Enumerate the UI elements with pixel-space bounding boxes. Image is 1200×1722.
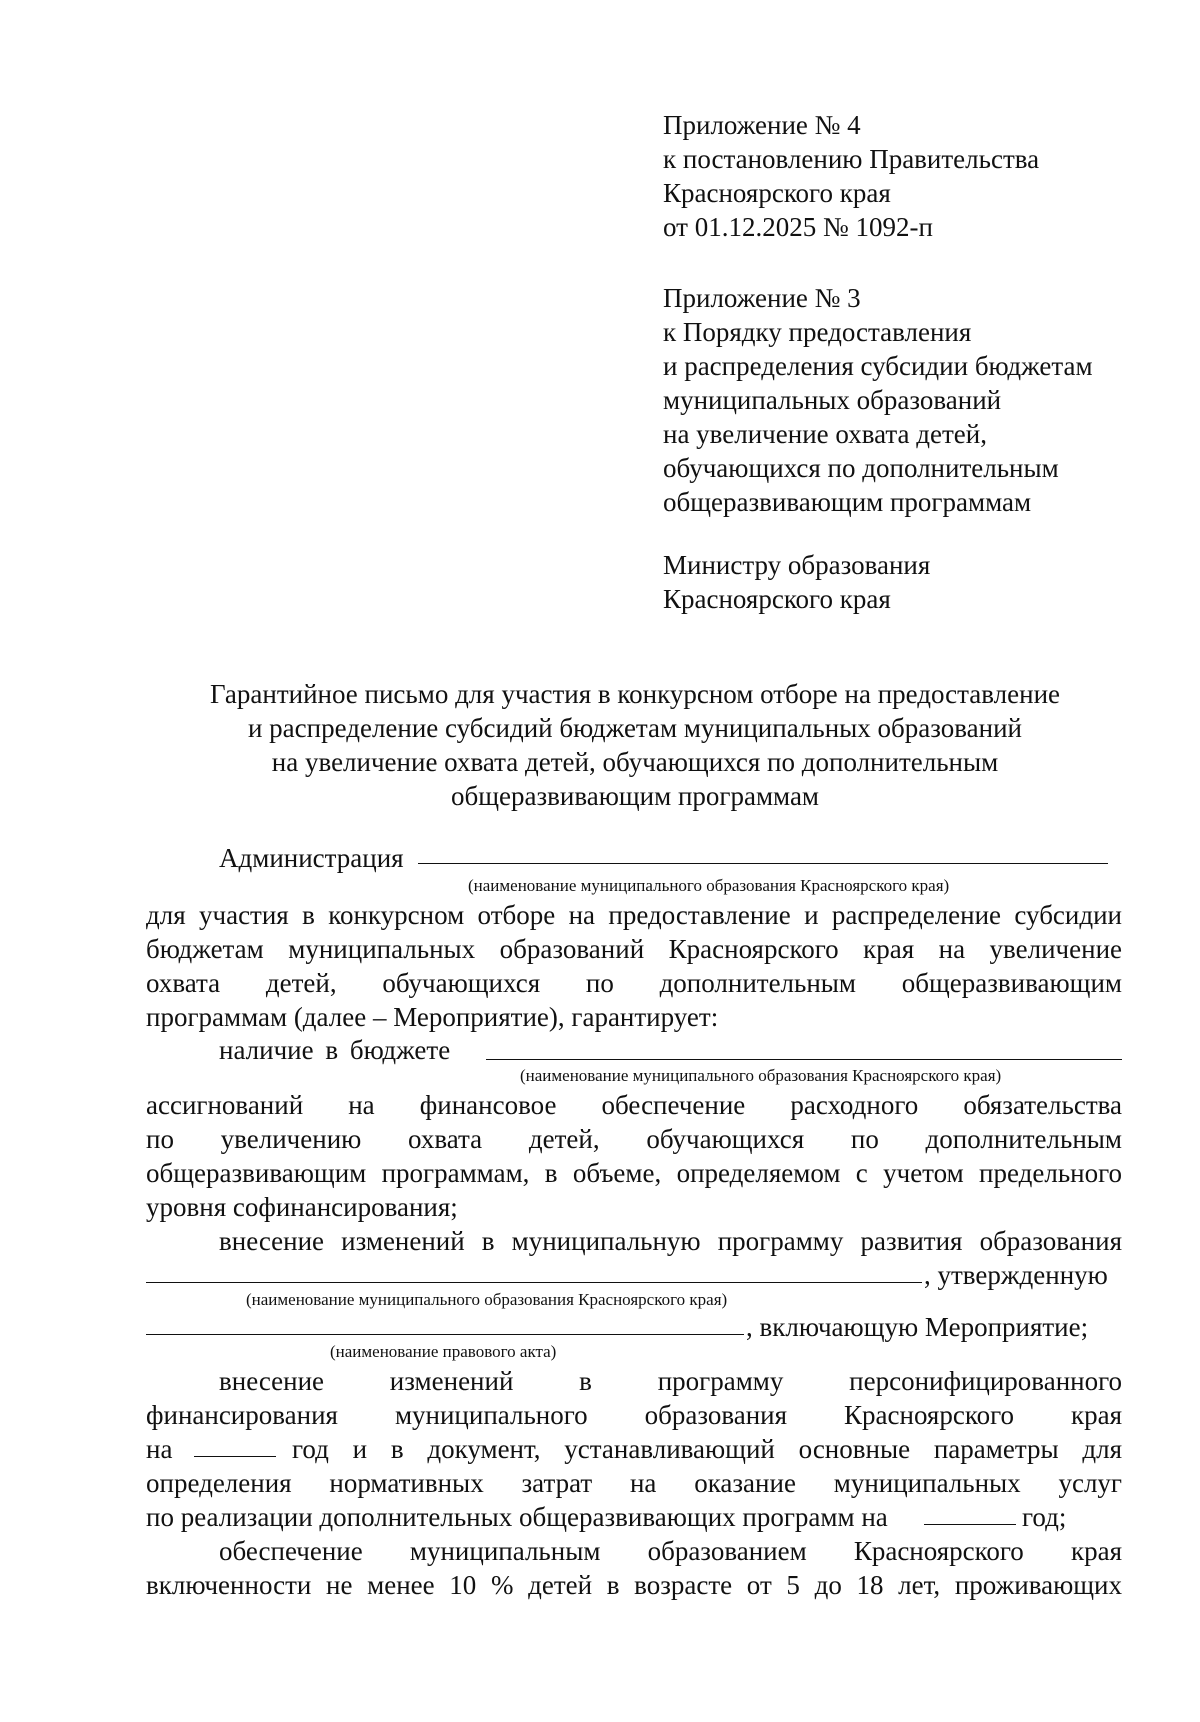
text-line: программам (далее – Мероприятие), гарантирует: <box>146 1002 719 1032</box>
appendix-3-header <box>663 281 1093 519</box>
addressee-line: Министру образования <box>663 550 931 580</box>
title-line: Гарантийное письмо для участия в конкурсном отборе на предоставление <box>209 679 1061 709</box>
text-fragment: год и в документ, устанавливающий основные параметры для <box>292 1434 1122 1464</box>
hint-municipality: (наименование муниципального образования Красноярского края) <box>246 1290 728 1309</box>
title-line: на увеличение охвата детей, обучающихся по дополнительным <box>271 747 999 777</box>
text-line: охвата детей, обучающихся по дополнительным общеразвивающим <box>146 968 1122 998</box>
addressee-line: Красноярского края <box>663 584 891 614</box>
text-fragment: на <box>146 1434 173 1464</box>
appendix-3-line: обучающихся по дополнительным <box>663 453 1059 483</box>
text-line: ассигнований на финансовое обеспечение расходного обязательства <box>146 1090 1122 1120</box>
appendix-3-line: общеразвивающим программам <box>663 487 1032 517</box>
appendix-3-line: муниципальных образований <box>663 385 1002 415</box>
text-fragment: по реализации дополнительных общеразвивающих программ на <box>146 1502 888 1532</box>
text-line: внесение изменений в муниципальную программу развития образования <box>219 1226 1122 1256</box>
hint-municipality: (наименование муниципального образования Красноярского края) <box>520 1066 1002 1085</box>
text-line: включенности не менее 10 % детей в возрасте от 5 до 18 лет, проживающих <box>146 1570 1122 1600</box>
text-line-year <box>146 1432 1122 1466</box>
year-field[interactable] <box>194 1432 276 1457</box>
budget-label: наличие в бюджете <box>219 1035 451 1065</box>
paragraph-coverage <box>146 1534 1122 1602</box>
paragraph-allocations <box>146 1088 1122 1224</box>
text-line: внесение изменений в программу персонифицированного <box>219 1366 1122 1396</box>
including-text: , включающую Мероприятие; <box>746 1312 1089 1342</box>
text-fragment: год; <box>1022 1502 1067 1532</box>
text-line: определения нормативных затрат на оказание муниципальных услуг <box>146 1468 1122 1498</box>
appendix-3-line: к Порядку предоставления <box>663 317 972 347</box>
text-line: общеразвивающим программам, в объеме, определяемом с учетом предельного <box>146 1158 1122 1188</box>
year-field[interactable] <box>924 1500 1016 1525</box>
letter-title <box>150 677 1120 813</box>
text-line: бюджетам муниципальных образований Красноярского края на увеличение <box>146 934 1122 964</box>
title-line: и распределение субсидий бюджетам муниципальных образований <box>247 713 1023 743</box>
municipality-name-field[interactable] <box>418 841 1108 864</box>
text-line: обеспечение муниципальным образованием Красноярского края <box>219 1536 1122 1566</box>
appendix-3-line: и распределения субсидии бюджетам <box>663 351 1093 381</box>
appendix-4-line: к постановлению Правительства <box>663 144 1040 174</box>
appendix-4-line: от 01.12.2025 № 1092-п <box>663 212 933 242</box>
appendix-4-line: Красноярского края <box>663 178 891 208</box>
hint-legal-act: (наименование правового акта) <box>330 1342 557 1361</box>
program-municipality-field[interactable] <box>146 1258 922 1283</box>
paragraph-personified-financing <box>146 1364 1122 1534</box>
appendix-3-line: на увеличение охвата детей, <box>663 419 987 449</box>
hint-municipality: (наименование муниципального образования Красноярского края) <box>468 876 950 895</box>
appendix-4-header <box>663 108 1039 244</box>
legal-act-field[interactable] <box>146 1310 744 1335</box>
text-line-year <box>146 1500 1122 1534</box>
budget-municipality-field[interactable] <box>486 1035 1122 1060</box>
appendix-4-line: Приложение № 4 <box>663 110 861 140</box>
approved-text: , утвержденную <box>924 1260 1108 1290</box>
text-line: финансирования муниципального образования Красноярского края <box>146 1400 1122 1430</box>
text-line: уровня софинансирования; <box>146 1192 458 1222</box>
appendix-3-line: Приложение № 3 <box>663 283 861 313</box>
paragraph-program-changes <box>146 1224 1122 1258</box>
addressee <box>663 548 930 616</box>
paragraph-intro <box>146 898 1122 1034</box>
text-line: по увеличению охвата детей, обучающихся по дополнительным <box>146 1124 1122 1154</box>
text-line: для участия в конкурсном отборе на предоставление и распределение субсидии <box>146 900 1122 930</box>
title-line: общеразвивающим программам <box>450 781 820 811</box>
admin-label: Администрация <box>219 843 404 873</box>
